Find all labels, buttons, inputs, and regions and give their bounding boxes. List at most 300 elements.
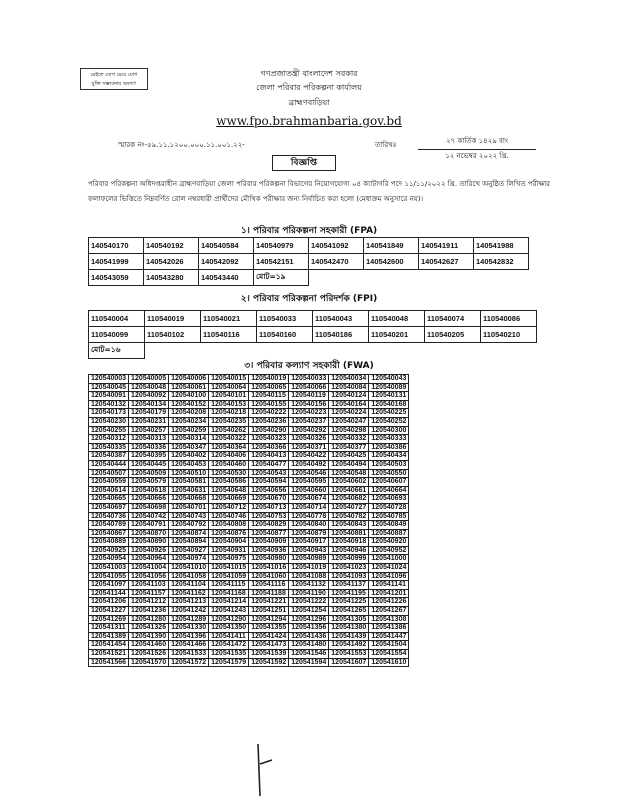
roll-cell: 120540656: [249, 486, 289, 495]
roll-cell: 120540387: [89, 452, 129, 461]
table-row: [89, 375, 409, 384]
roll-cell: 120540179: [129, 409, 169, 418]
roll-cell: 120541137: [329, 581, 369, 590]
roll-cell: 120540999: [329, 555, 369, 564]
roll-cell: 120540402: [169, 452, 209, 461]
table-row: [89, 495, 409, 504]
roll-cell: 120540089: [369, 383, 409, 392]
roll-cell: 120540808: [209, 521, 249, 530]
roll-cell: 120540208: [169, 409, 209, 418]
roll-cell: 120540164: [329, 400, 369, 409]
roll-cell: 120540252: [369, 417, 409, 426]
fwa-heading: ৩। পরিবার কল্যাণ সহকারী (FWA): [244, 361, 374, 371]
district-header: ব্রাহ্মণবাড়িয়া: [288, 98, 330, 107]
roll-cell: 120540870: [129, 529, 169, 538]
table-row: [89, 469, 409, 478]
roll-cell: 120540065: [249, 383, 289, 392]
fpa-heading: ১। পরিবার পরিকল্পনা সহকারী (FPA): [240, 226, 378, 236]
roll-cell: 120540492: [289, 460, 329, 469]
roll-cell: 140540170: [89, 238, 144, 254]
table-row: [89, 426, 409, 435]
roll-cell: 140543059: [89, 270, 144, 286]
roll-cell: 120540867: [89, 529, 129, 538]
roll-cell: 120541308: [369, 615, 409, 624]
roll-cell: 110540102: [145, 327, 201, 343]
roll-cell: 120540292: [289, 426, 329, 435]
roll-cell: 120540890: [129, 538, 169, 547]
table-row: [89, 641, 409, 650]
roll-cell: 140541911: [419, 238, 474, 254]
roll-cell: 120541454: [89, 641, 129, 650]
roll-cell: 120541296: [289, 615, 329, 624]
roll-cell: 110540116: [201, 327, 257, 343]
roll-cell: 120540255: [89, 426, 129, 435]
roll-cell: 120540917: [289, 538, 329, 547]
roll-cell: 120540371: [289, 443, 329, 452]
roll-cell: 120541116: [249, 581, 289, 590]
roll-cell: 120540131: [369, 392, 409, 401]
roll-cell: 140541999: [89, 254, 144, 270]
roll-cell: 120541104: [169, 581, 209, 590]
roll-cell: 120540115: [249, 392, 289, 401]
govt-header: গণপ্রজাতন্ত্রী বাংলাদেশ সরকার: [260, 69, 358, 78]
roll-cell: 110540021: [201, 311, 257, 327]
roll-cell: 120540422: [289, 452, 329, 461]
roll-cell: 120540943: [289, 546, 329, 555]
roll-cell: 120540395: [129, 452, 169, 461]
table-row: [89, 270, 529, 286]
roll-cell: 120540693: [369, 495, 409, 504]
roll-cell: 120540132: [89, 400, 129, 409]
roll-cell: 120541227: [89, 607, 129, 616]
roll-cell: 120540460: [209, 460, 249, 469]
roll-cell: 120540247: [329, 417, 369, 426]
roll-cell: 120540666: [129, 495, 169, 504]
roll-cell: 120540789: [89, 521, 129, 530]
roll-cell: 120541290: [209, 615, 249, 624]
roll-cell: 120541607: [329, 658, 369, 667]
roll-cell: 120540791: [129, 521, 169, 530]
roll-cell: 120541214: [209, 598, 249, 607]
roll-cell: 120540964: [129, 555, 169, 564]
roll-cell: 120541141: [369, 581, 409, 590]
roll-cell: 120540124: [329, 392, 369, 401]
roll-cell: 120540326: [289, 435, 329, 444]
roll-cell: 120541168: [209, 589, 249, 598]
roll-cell: 120540234: [169, 417, 209, 426]
roll-cell: 120541356: [289, 624, 329, 633]
roll-cell: 120540665: [89, 495, 129, 504]
roll-cell: 120540631: [169, 486, 209, 495]
roll-cell: 120540742: [129, 512, 169, 521]
roll-cell: 120540333: [369, 435, 409, 444]
roll-cell: 120541010: [169, 564, 209, 573]
roll-cell: 140541849: [364, 238, 419, 254]
roll-cell: 110540033: [257, 311, 313, 327]
roll-cell: 140541988: [474, 238, 529, 254]
website-link[interactable]: www.fpo.brahmanbaria.gov.bd: [216, 114, 402, 128]
roll-cell: 120541195: [329, 589, 369, 598]
roll-cell: 120540033: [289, 375, 329, 384]
roll-cell: 120541546: [289, 650, 329, 659]
roll-cell: 120540006: [169, 375, 209, 384]
roll-cell: 140542832: [474, 254, 529, 270]
roll-cell: 120540607: [369, 478, 409, 487]
fpi-heading: ২। পরিবার পরিকল্পনা পরিদর্শক (FPI): [240, 294, 378, 304]
roll-cell: 120540618: [129, 486, 169, 495]
roll-cell: 120540231: [129, 417, 169, 426]
roll-cell: 120540152: [169, 400, 209, 409]
stamp-line-2: যুক্তি সম্ভাবনায় অংশাৎ: [91, 81, 137, 87]
roll-cell: 140540192: [144, 238, 199, 254]
roll-cell: 120541472: [209, 641, 249, 650]
roll-cell: 120541226: [369, 598, 409, 607]
roll-cell: 120540546: [289, 469, 329, 478]
table-row: [89, 460, 409, 469]
roll-cell: 120540918: [329, 538, 369, 547]
roll-cell: 120540153: [209, 400, 249, 409]
roll-cell: 120540064: [209, 383, 249, 392]
fpi-table: [88, 310, 537, 359]
roll-cell: 120541447: [369, 632, 409, 641]
roll-cell: 120540510: [169, 469, 209, 478]
roll-cell: 140543280: [144, 270, 199, 286]
roll-cell: 120541242: [169, 607, 209, 616]
roll-cell: 120540290: [249, 426, 289, 435]
roll-cell: 120541088: [289, 572, 329, 581]
roll-cell: 110540019: [145, 311, 201, 327]
fwa-table: [88, 374, 409, 667]
roll-cell: 120541539: [249, 650, 289, 659]
roll-cell: 120540682: [329, 495, 369, 504]
roll-cell: 120541254: [289, 607, 329, 616]
roll-cell: 120540091: [89, 392, 129, 401]
roll-cell: 120540586: [209, 478, 249, 487]
roll-cell: 120540494: [329, 460, 369, 469]
table-row: [89, 564, 409, 573]
roll-cell: 120540235: [209, 417, 249, 426]
roll-cell: 120540909: [249, 538, 289, 547]
roll-cell: 120541096: [369, 572, 409, 581]
roll-cell: 120541526: [129, 650, 169, 659]
roll-cell: 110540201: [369, 327, 425, 343]
total-cell: মোট=১৯: [254, 270, 309, 286]
roll-cell: 120541055: [89, 572, 129, 581]
table-row: [89, 443, 409, 452]
roll-cell: 120541411: [209, 632, 249, 641]
roll-cell: 120541289: [169, 615, 209, 624]
roll-cell: 120541059: [209, 572, 249, 581]
roll-cell: 120540713: [249, 503, 289, 512]
roll-cell: 120540364: [209, 443, 249, 452]
roll-cell: 120541236: [129, 607, 169, 616]
roll-cell: 120541097: [89, 581, 129, 590]
table-row: [89, 546, 409, 555]
table-row: [89, 632, 409, 641]
roll-cell: 120540785: [369, 512, 409, 521]
roll-cell: 120540173: [89, 409, 129, 418]
date-label: তারিখঃ: [375, 141, 397, 149]
roll-cell: 120540904: [209, 538, 249, 547]
roll-cell: 120541305: [329, 615, 369, 624]
roll-cell: 120540550: [369, 469, 409, 478]
roll-cell: 120541024: [369, 564, 409, 573]
roll-cell: 120540386: [369, 443, 409, 452]
roll-cell: 120541000: [369, 555, 409, 564]
roll-cell: 120540061: [169, 383, 209, 392]
roll-cell: 120540579: [129, 478, 169, 487]
table-row: [89, 658, 409, 667]
roll-cell: 120540746: [209, 512, 249, 521]
roll-cell: 120540661: [329, 486, 369, 495]
date-english: ১২ নভেম্বর ২০২২ খ্রি.: [445, 152, 509, 160]
roll-cell: 120541103: [129, 581, 169, 590]
roll-cell: 120540664: [369, 486, 409, 495]
notice-title: বিজ্ঞপ্তি: [272, 155, 336, 171]
roll-cell: 120540668: [169, 495, 209, 504]
roll-cell: 120541221: [249, 598, 289, 607]
table-row: [89, 615, 409, 624]
roll-cell: 120541015: [209, 564, 249, 573]
roll-cell: 120541144: [89, 589, 129, 598]
roll-cell: 120540782: [329, 512, 369, 521]
roll-cell: 120540347: [169, 443, 209, 452]
table-row: [89, 555, 409, 564]
roll-cell: 120540894: [169, 538, 209, 547]
table-row: [89, 503, 409, 512]
roll-cell: 120540712: [209, 503, 249, 512]
table-row: [89, 392, 409, 401]
roll-cell: 120540753: [249, 512, 289, 521]
roll-cell: 120541115: [209, 581, 249, 590]
roll-cell: 120540728: [369, 503, 409, 512]
roll-cell: 120540843: [329, 521, 369, 530]
roll-cell: 120540595: [289, 478, 329, 487]
roll-cell: 120540602: [329, 478, 369, 487]
roll-cell: 120541594: [289, 658, 329, 667]
roll-cell: 120540669: [209, 495, 249, 504]
roll-cell: 120541473: [249, 641, 289, 650]
roll-cell: 120541280: [129, 615, 169, 624]
roll-cell: 120540425: [329, 452, 369, 461]
roll-cell: 120540003: [89, 375, 129, 384]
roll-cell: 120540312: [89, 435, 129, 444]
roll-cell: 120540925: [89, 546, 129, 555]
memo-number: স্মারক নং-৫৯.১১.১২০০.০০০.১১.০০১.২২-: [118, 141, 245, 149]
roll-cell: 120541016: [249, 564, 289, 573]
roll-cell: 140542627: [419, 254, 474, 270]
table-row: [89, 572, 409, 581]
roll-cell: 120540336: [129, 443, 169, 452]
roll-cell: 120540648: [209, 486, 249, 495]
roll-cell: 120541566: [89, 658, 129, 667]
roll-cell: 120541355: [249, 624, 289, 633]
roll-cell: 120541265: [329, 607, 369, 616]
roll-cell: 120541213: [169, 598, 209, 607]
roll-cell: 120540413: [249, 452, 289, 461]
roll-cell: 120540218: [209, 409, 249, 418]
roll-cell: 120540298: [329, 426, 369, 435]
roll-cell: 140542470: [309, 254, 364, 270]
roll-cell: 110540043: [313, 311, 369, 327]
roll-cell: 140542151: [254, 254, 309, 270]
roll-cell: 120540084: [329, 383, 369, 392]
roll-cell: 120540377: [329, 443, 369, 452]
table-row: [89, 538, 409, 547]
roll-cell: 110540160: [257, 327, 313, 343]
roll-cell: 120541004: [129, 564, 169, 573]
roll-cell: 120540100: [169, 392, 209, 401]
roll-cell: 120541330: [169, 624, 209, 633]
table-row: [89, 311, 537, 327]
roll-cell: 120540366: [249, 443, 289, 452]
table-row: [89, 598, 409, 607]
roll-cell: 120540134: [129, 400, 169, 409]
roll-cell: 120541056: [129, 572, 169, 581]
stamp-line-1: মেইলে যোগ মেয়ে যোগ: [90, 72, 138, 78]
roll-cell: 120541132: [289, 581, 329, 590]
table-row: [89, 650, 409, 659]
roll-cell: 120541162: [169, 589, 209, 598]
roll-cell: 120541535: [209, 650, 249, 659]
roll-cell: 120540230: [89, 417, 129, 426]
roll-cell: 120541610: [369, 658, 409, 667]
roll-cell: 110540205: [425, 327, 481, 343]
table-row: [89, 417, 409, 426]
roll-cell: 120541206: [89, 598, 129, 607]
roll-cell: 120540674: [289, 495, 329, 504]
roll-cell: 120540701: [169, 503, 209, 512]
roll-cell: 120541311: [89, 624, 129, 633]
roll-cell: 120540660: [289, 486, 329, 495]
roll-cell: 120540168: [369, 400, 409, 409]
roll-cell: 140541092: [309, 238, 364, 254]
roll-cell: 120540092: [129, 392, 169, 401]
roll-cell: 140542026: [144, 254, 199, 270]
roll-cell: 120540876: [209, 529, 249, 538]
table-row: [89, 400, 409, 409]
roll-cell: 120540509: [129, 469, 169, 478]
roll-cell: 120540548: [329, 469, 369, 478]
roll-cell: 120541436: [289, 632, 329, 641]
notice-paragraph: পরিবার পরিকল্পনা অধিদপ্তরাধীন ব্রাহ্মণবাড়িয়া জেলা পরিবার পরিকল্পনা বিভাগের নিয়োগযোগ্য ০৪ ক্যাটাগরি পদে ১১/১১/২০২২ খ্রি. তারিখে অনুষ্ঠিত লিখিত পরীক্ষার ফলাফলের ভিত্তিতে নিম্নবর্ণিত রোল নম্বরধারী প্রার্থীদের মৌখিক পরীক্ষার জন্য নির্বাচিত করা হলো (মেধাক্রম অনুসারে নয়)।: [88, 180, 550, 203]
roll-cell: 120541466: [169, 641, 209, 650]
roll-cell: 120540887: [369, 529, 409, 538]
roll-cell: 120540881: [329, 529, 369, 538]
roll-cell: 120541269: [89, 615, 129, 624]
roll-cell: 120540581: [169, 478, 209, 487]
roll-cell: 120540434: [369, 452, 409, 461]
roll-cell: 120541058: [169, 572, 209, 581]
table-row: [89, 238, 529, 254]
roll-cell: 120540927: [169, 546, 209, 555]
roll-cell: 120541093: [329, 572, 369, 581]
roll-cell: 120541521: [89, 650, 129, 659]
roll-cell: 120540444: [89, 460, 129, 469]
roll-cell: 120540889: [89, 538, 129, 547]
roll-cell: 120540670: [249, 495, 289, 504]
roll-cell: 120541243: [209, 607, 249, 616]
roll-cell: 140540979: [254, 238, 309, 254]
roll-cell: 120540975: [209, 555, 249, 564]
roll-cell: 120540332: [329, 435, 369, 444]
roll-cell: 110540086: [481, 311, 537, 327]
roll-cell: 110540048: [369, 311, 425, 327]
roll-cell: 120540262: [209, 426, 249, 435]
roll-cell: 120541251: [249, 607, 289, 616]
roll-cell: 120540259: [169, 426, 209, 435]
roll-cell: 120540698: [129, 503, 169, 512]
roll-cell: 120540503: [369, 460, 409, 469]
roll-cell: 120540101: [209, 392, 249, 401]
total-row: [89, 343, 537, 359]
roll-cell: 120540236: [249, 417, 289, 426]
roll-cell: 120540222: [249, 409, 289, 418]
roll-cell: 120541390: [129, 632, 169, 641]
roll-cell: 120541222: [289, 598, 329, 607]
roll-cell: 120540507: [89, 469, 129, 478]
roll-cell: 120540530: [209, 469, 249, 478]
roll-cell: 120540989: [289, 555, 329, 564]
roll-cell: 120540300: [369, 426, 409, 435]
roll-cell: 120540954: [89, 555, 129, 564]
roll-cell: 120540926: [129, 546, 169, 555]
roll-cell: 120541424: [249, 632, 289, 641]
roll-cell: 120541201: [369, 589, 409, 598]
roll-cell: 120540952: [369, 546, 409, 555]
roll-cell: 110540004: [89, 311, 145, 327]
roll-cell: 120540974: [169, 555, 209, 564]
roll-cell: 120541389: [89, 632, 129, 641]
roll-cell: 120540005: [129, 375, 169, 384]
roll-cell: 120540224: [329, 409, 369, 418]
roll-cell: 110540186: [313, 327, 369, 343]
roll-cell: 120540714: [289, 503, 329, 512]
roll-cell: 120540225: [369, 409, 409, 418]
roll-cell: 120541592: [249, 658, 289, 667]
roll-cell: 120540614: [89, 486, 129, 495]
roll-cell: 120540849: [369, 521, 409, 530]
total-cell: মোট=১৬: [89, 343, 145, 359]
roll-cell: 120540048: [129, 383, 169, 392]
roll-cell: 120540879: [289, 529, 329, 538]
roll-cell: 120541003: [89, 564, 129, 573]
table-row: [89, 529, 409, 538]
roll-cell: 120540237: [289, 417, 329, 426]
roll-cell: 140542600: [364, 254, 419, 270]
roll-cell: 120540066: [289, 383, 329, 392]
roll-cell: 120541533: [169, 650, 209, 659]
roll-cell: 140543440: [199, 270, 254, 286]
roll-cell: 120541326: [129, 624, 169, 633]
table-row: [89, 486, 409, 495]
roll-cell: 120541188: [249, 589, 289, 598]
roll-cell: 120540335: [89, 443, 129, 452]
roll-cell: 120540156: [289, 400, 329, 409]
table-row: [89, 624, 409, 633]
roll-cell: 120541060: [249, 572, 289, 581]
roll-cell: 120541019: [289, 564, 329, 573]
roll-cell: 120540936: [249, 546, 289, 555]
roll-cell: 120540119: [289, 392, 329, 401]
roll-cell: 120541380: [329, 624, 369, 633]
roll-cell: 120540223: [289, 409, 329, 418]
roll-cell: 120540829: [249, 521, 289, 530]
roll-cell: 120540322: [209, 435, 249, 444]
table-row: [89, 512, 409, 521]
roll-cell: 120541439: [329, 632, 369, 641]
roll-cell: 120540697: [89, 503, 129, 512]
